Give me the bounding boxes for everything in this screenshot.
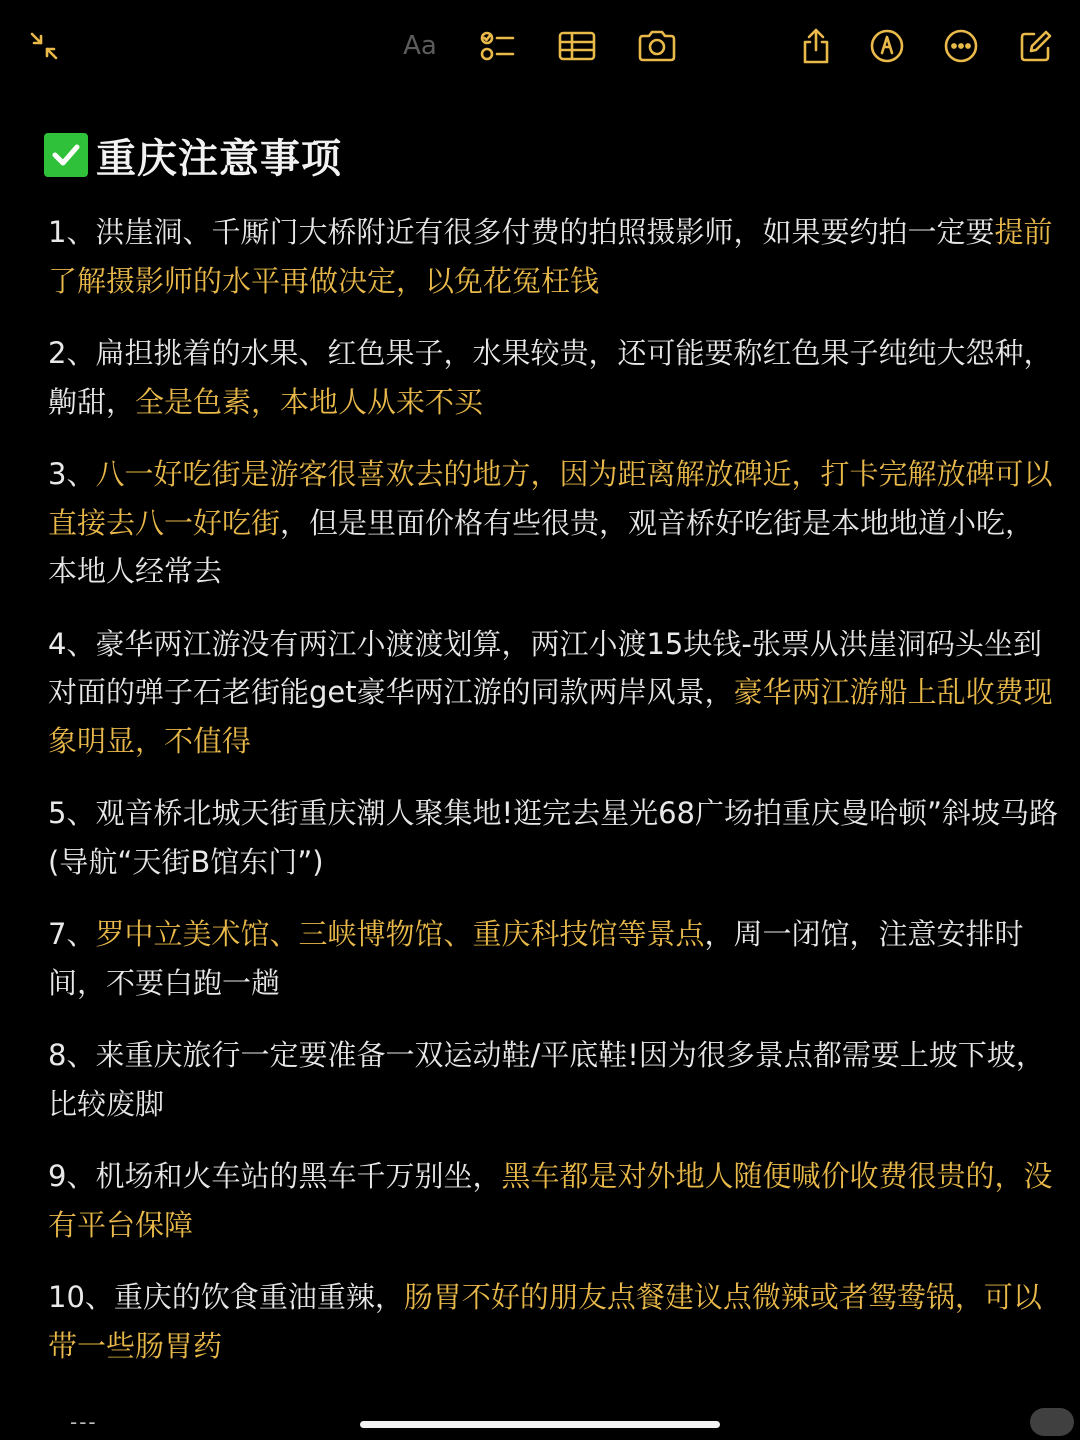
item-text-suffix: ，周一闭馆，注意安排时间，不要白跑一趟 — [48, 917, 1024, 1000]
item-highlight: 全是色素，本地人从来不买 — [135, 384, 484, 419]
item-number: 3、 — [48, 457, 96, 491]
note-body[interactable] — [48, 208, 1058, 1394]
item-number: 2、 — [48, 336, 96, 370]
note-item-8 — [48, 1031, 1058, 1128]
item-highlight: 提前了解摄影师的水平再做决定，以免花冤枉钱 — [48, 215, 1053, 298]
item-number: 7、 — [48, 917, 96, 951]
note-item-4 — [48, 620, 1058, 766]
item-highlight: 豪华两江游船上乱收费现象明显，不值得 — [48, 675, 1053, 758]
footer-dashes: --- — [70, 1410, 98, 1434]
item-number: 8、 — [48, 1038, 96, 1072]
green-check-icon — [44, 133, 88, 177]
home-indicator[interactable] — [360, 1421, 720, 1428]
note-item-2 — [48, 329, 1058, 426]
item-text: 观音桥北城天街重庆潮人聚集地!逛完去星光68广场拍重庆曼哈顿”斜坡马路(导航“天街B馆东门”) — [48, 796, 1059, 879]
note-item-1 — [48, 208, 1058, 305]
markup-pen-icon[interactable] — [867, 26, 907, 66]
compose-icon[interactable] — [1016, 26, 1056, 66]
note-item-9 — [48, 1152, 1058, 1249]
collapse-arrows-icon[interactable] — [24, 26, 64, 66]
note-item-7 — [48, 910, 1058, 1007]
item-number: 5、 — [48, 796, 96, 830]
item-highlight: 八一好吃街是游客很喜欢去的地方，因为距离解放碑近，打卡完解放碑可以直接去八一好吃街 — [48, 457, 1053, 540]
item-highlight: 罗中立美术馆、三峡博物馆、重庆科技馆等景点 — [95, 917, 705, 951]
share-icon[interactable] — [796, 26, 836, 66]
item-text: 重庆的饮食重油重辣， — [113, 1280, 404, 1314]
item-text: 来重庆旅行一定要准备一双运动鞋/平底鞋!因为很多景点都需要上坡下坡，比较废脚 — [48, 1038, 1045, 1121]
watermark-badge — [1030, 1408, 1074, 1436]
item-number: 1、 — [48, 215, 96, 249]
item-highlight: 肠胃不好的朋友点餐建议点微辣或者鸳鸯锅，可以带一些肠胃药 — [48, 1280, 1042, 1363]
item-number: 10、 — [48, 1280, 114, 1314]
item-highlight: 黑车都是对外地人随便喊价收费很贵的，没有平台保障 — [48, 1159, 1053, 1242]
item-number: 9、 — [48, 1159, 96, 1193]
more-ellipsis-icon[interactable] — [941, 26, 981, 66]
note-title-row — [44, 128, 342, 182]
camera-icon[interactable] — [637, 26, 677, 66]
notes-toolbar — [0, 0, 1080, 96]
note-item-5 — [48, 789, 1058, 886]
note-item-3 — [48, 450, 1058, 596]
format-text-label: Aa — [403, 31, 437, 61]
item-text: 机场和火车站的黑车千万别坐， — [95, 1159, 502, 1193]
checklist-icon[interactable] — [478, 26, 518, 66]
table-icon[interactable] — [557, 26, 597, 66]
format-text-button[interactable] — [400, 26, 440, 66]
note-title: 重庆注意事项 — [96, 135, 342, 182]
item-text: 豪华两江游没有两江小渡渡划算，两江小渡15块钱-张票从洪崖洞码头坐到对面的弹子石老街能get豪华两江游的同款两岸风景， — [48, 626, 1042, 709]
item-number: 4、 — [48, 626, 96, 661]
item-text: 洪崖洞、千厮门大桥附近有很多付费的拍照摄影师，如果要约拍一定要 — [95, 215, 995, 249]
note-item-10 — [48, 1273, 1058, 1370]
item-text-suffix: ，但是里面价格有些很贵，观音桥好吃街是本地地道小吃，本地人经常去 — [48, 505, 1035, 588]
item-text: 扁担挑着的水果、红色果子，水果较贵，还可能要称红色果子纯纯大怨种，齁甜， — [48, 336, 1053, 419]
